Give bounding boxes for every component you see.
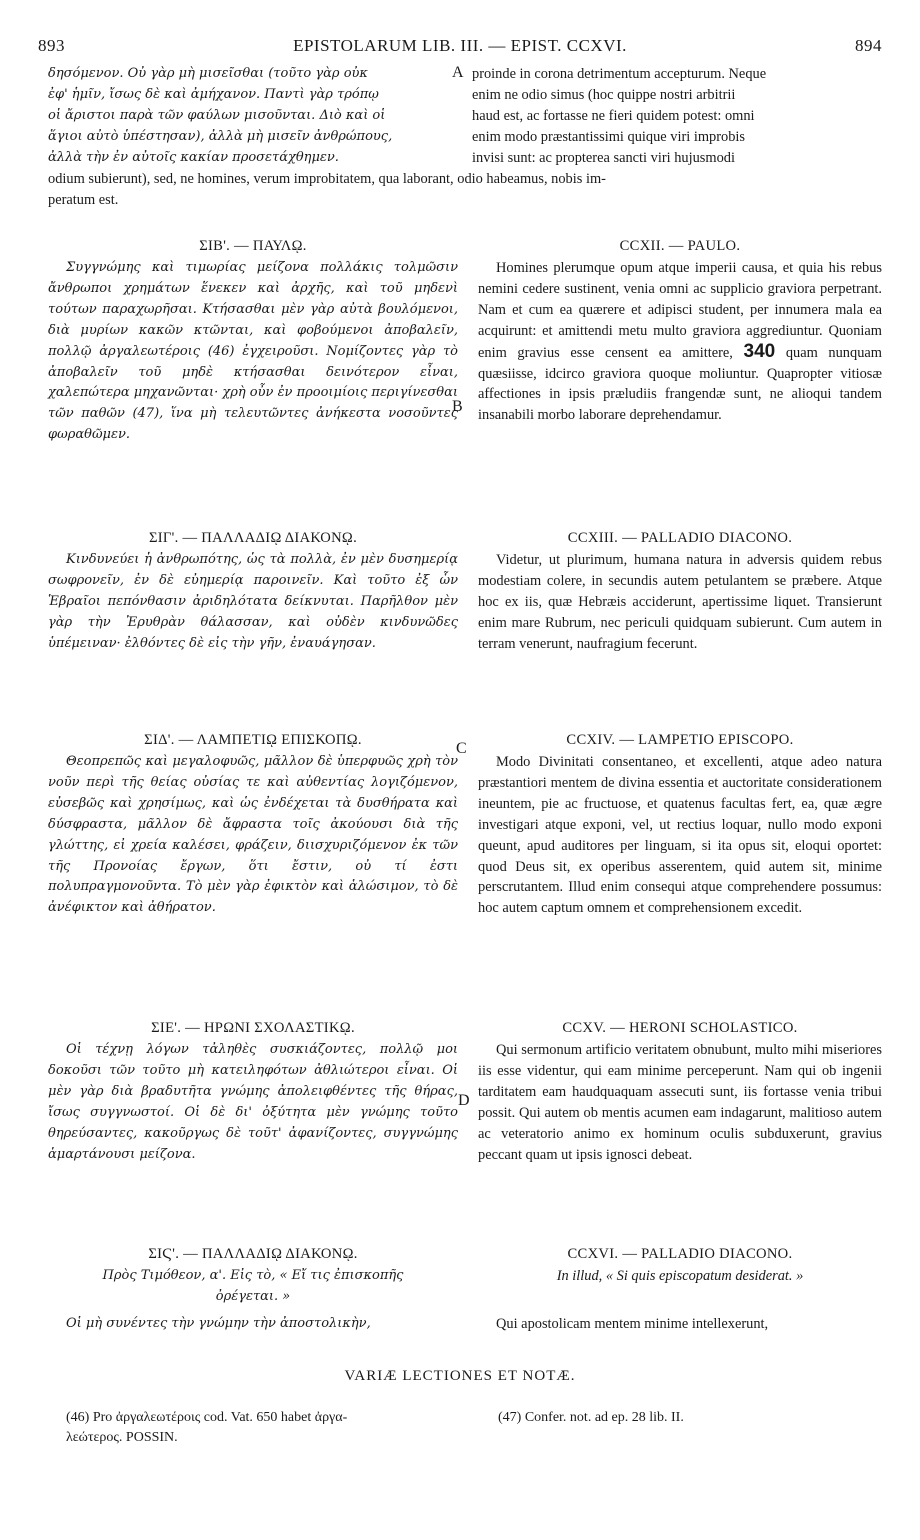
latin-line: haud est, ac fortasse ne fieri quidem potest: omni — [472, 107, 755, 124]
greek-letter-title: ΣΙΓ'. — ΠΑΛΛΑΔΙῼ ΔΙΑΚΟΝῼ. — [148, 530, 358, 546]
greek-letter-213 — [48, 526, 458, 655]
latin-letter-212 — [478, 234, 882, 426]
margin-letter-b: B — [452, 398, 463, 415]
greek-letter-text: Συγγνώμης καὶ τιμωρίας μείζονα πολλάκις τολμῶσιν ἄνθρωποι χρημάτων ἕνεκεν καὶ ἀρχῆς, καὶ τοῦ μηδενὶ τούτων παραχωρῆσαι. Κτήσασθαι μὲν γὰρ αὐτὰ βουλόμενοι, διὰ μυρίων κακῶν κτῶνται, καὶ φοβούμενοι ἀποβαλεῖν, πολλῷ ἀργαλεωτέροις (46) ἐγχειροῦσι. Νομίζοντες γὰρ τὸ ἀποβαλεῖν τοῦ μηδὲ κτήσασθαι δεινότερον εἶναι, χαλεπώτερα μηχανῶνται· χρὴ οὖν ἐν προοιμίοις περιγίνεσθαι τῶν παθῶν (47), ἵνα μὴ τελευτῶντες ἀνήκεστα νοσοῦντες φωραθῶμεν. — [48, 260, 458, 443]
latin-letter-title: CCXVI. — PALLADIO DIACONO. — [567, 1246, 793, 1262]
greek-letter-title: ΣΙΕ'. — ΗΡΩΝΙ ΣΧΟΛΑΣΤΙΚῼ. — [151, 1020, 355, 1036]
greek-line: ἀλλὰ τὴν ἐν αὐτοῖς κακίαν προσετάχθημεν. — [48, 149, 339, 165]
greek-letter-214 — [48, 728, 458, 919]
latin-letter-text: Modo Divinitati consentaneo, et excellenti, atque adeo natura præstantiori mentem de divina essentia et auctoritate considerationem ineuntem, pie ac fructuose, et quatenus facultas fert, ea, quæ ægre investigari atque exponi, vel, ut rectius loquar, nullo modo exponi queunt, apud auditores per linguam, si ita opus sit, eloqui oportet: quod Deus sit, ex operibus asserentem, quid autem sit, minime perscrutantem. Illud enim consequi atque comprehendere possumus: hoc autem captum omnem et comprehensionem excedit. — [478, 754, 882, 917]
greek-letter-216 — [48, 1242, 458, 1335]
greek-line: ἅγιοι αὐτὸ ὑπέστησαν), ἀλλὰ μὴ μισεῖν ἀνθρώπους, — [48, 128, 393, 144]
latin-letter-text: Qui apostolicam mentem minime intellexerunt, — [496, 1315, 769, 1332]
greek-letter-subtitle: ὀρέγεται. » — [215, 1288, 291, 1304]
margin-letter-c: C — [456, 740, 467, 757]
greek-letter-212 — [48, 234, 458, 446]
greek-continuation — [48, 64, 458, 169]
latin-letter-title: CCXIII. — PALLADIO DIACONO. — [567, 530, 793, 546]
latin-letter-213 — [478, 526, 882, 655]
latin-text-part: quam nunquam quæsiisse, idcirco graviora quoque moliuntur. Quapropter vitiosæ affectiones in ipsis præludiis frangendæ sunt, ne alioqui tandem insanabili morbo laborare deprehendamur. — [478, 344, 882, 424]
latin-continuation — [472, 64, 882, 169]
latin-line: enim modo præstantissimi quique viri improbis — [472, 128, 746, 145]
latin-letter-216 — [478, 1242, 882, 1335]
footnote-47: (47) Confer. not. ad ep. 28 lib. II. — [498, 1410, 684, 1425]
latin-text-part: Homines plerumque opum atque imperii causa, et quia his rebus nemini cedere sustinent, venia omni ac supplicio graviora perpetrant. Nam et cum ea quærere et adipisci student, per innumera mala ea acquirunt: et amittendi metu multo graviora aggrediuntur. Quoniam enim gravius esse censent ea amittere, — [478, 260, 882, 361]
notes-heading: VARIÆ LECTIONES ET NOTÆ. — [344, 1368, 576, 1384]
greek-letter-title: ΣΙϚ'. — ΠΑΛΛΑΔΙῼ ΔΙΑΚΟΝῼ. — [148, 1246, 358, 1262]
latin-line: proinde in corona detrimentum accepturum. Neque — [472, 66, 767, 82]
latin-letter-215 — [478, 1016, 882, 1165]
greek-letter-text: Κινδυνεύει ἡ ἀνθρωπότης, ὡς τὰ πολλὰ, ἐν μὲν δυσημερίᾳ σωφρονεῖν, ἐν δὲ εὐημερίᾳ παροινεῖν. Καὶ τοῦτο ἐξ ὧν Ἑβραῖοι πεπόνθασιν ἀριδηλότατα δείκνυται. Παρῆλθον μὲν γὰρ τὴν Ἐρυθρὰν θάλασσαν, καὶ οὐδὲν κινδυνῶδες ὑπέμειναν· ἐλθόντες δὲ εἰς τὴν γῆν, ἐναυάγησαν. — [48, 552, 458, 651]
margin-letter-d: D — [458, 1092, 470, 1109]
footnote-line: λεώτερος. POSSIN. — [66, 1430, 178, 1445]
running-header — [38, 36, 882, 62]
greek-letter-text: Θεοπρεπῶς καὶ μεγαλοφυῶς, μᾶλλον δὲ ὑπερφυῶς χρὴ τὸν νοῦν περὶ τῆς θείας οὐσίας τε καὶ αὐθεντίας λογιζόμενον, εὐσεβῶς καὶ χρησίμως, καὶ ὡς ἐνδέχεται τὰ δυσθήρατα καὶ δύσφραστα, μᾶλλον δὲ ἄφραστα τοῖς ἀκούουσι διὰ τῆς γλώττης, εἰ χρεία καλέσει, φράζειν, διισχυριζόμενον ἐκ τῶν τῆς Προνοίας ἔργων, ὅτι ἔστιν, οὐ τί ἐστι πολυπραγμονοῦντα. Τὸ μὲν γὰρ ἐφικτὸν καὶ ἁλώσιμον, τὸ δὲ ἀνέφικτον καὶ ἀθήρατον. — [48, 754, 458, 916]
full-width-line: odium subierunt), sed, ne homines, verum improbitatem, qua laborant, odio habeamus, nobis im- — [48, 171, 606, 187]
full-width-line: peratum est. — [48, 192, 119, 208]
running-title: EPISTOLARUM LIB. III. — EPIST. CCXVI. — [293, 36, 627, 55]
greek-letter-text: Οἱ τέχνῃ λόγων τἀληθὲς συσκιάζοντες, πολλῷ μοι δοκοῦσι τῶν τοῦτο μὴ κατειληφότων ἀθλιώτεροι εἶναι. Οἱ μὲν γὰρ διὰ βραδυτῆτα γνώμης ἀπολειφθέντες τῆς θήρας, ἴσως συγγνωστοί. Οἱ δὲ δι' ὀξύτητα μὲν γνώμης τοῦτο θηρεύσαντες, κακοῦργως δὲ τοῦτ' ἀφανίζοντες, συγγνώμης ἁμαρτάνουσι μείζονα. — [48, 1042, 458, 1162]
greek-letter-title: ΣΙΒ'. — ΠΑΥΛῼ. — [199, 238, 307, 254]
latin-letter-title: CCXII. — PAULO. — [619, 238, 741, 254]
latin-letter-214 — [478, 728, 882, 919]
greek-line: ἐφ' ἡμῖν, ἴσως δὲ καὶ ἀμήχανον. Παντὶ γὰρ τρόπῳ — [48, 86, 379, 102]
footnote-line: (46) Pro ἀργαλεωτέροις cod. Vat. 650 habet ἀργα- — [66, 1410, 348, 1425]
margin-letter-a: A — [452, 64, 464, 81]
page-number-right: 894 — [855, 36, 882, 55]
latin-line: invisi sunt: ac propterea sancti viri hujusmodi — [472, 149, 735, 166]
footnote-46 — [66, 1408, 456, 1448]
greek-letter-215 — [48, 1016, 458, 1165]
latin-line: enim ne odio simus (hoc quippe nostri arbitrii — [472, 86, 736, 103]
column-number: 340 — [743, 340, 776, 362]
greek-line: δησόμενον. Οὐ γὰρ μὴ μισεῖσθαι (τοῦτο γὰρ οὐκ — [48, 66, 368, 81]
greek-letter-subtitle: Πρὸς Τιμόθεον, α'. Εἰς τὸ, « Εἴ τις ἐπισκοπῆς — [102, 1268, 404, 1283]
latin-letter-title: CCXIV. — LAMPETIO EPISCOPO. — [566, 732, 794, 748]
page-number-left: 893 — [38, 36, 65, 55]
latin-letter-title: CCXV. — HERONI SCHOLASTICO. — [562, 1020, 798, 1036]
latin-letter-text — [478, 258, 882, 426]
latin-letter-subtitle: In illud, « Si quis episcopatum desiderat. » — [556, 1268, 804, 1284]
latin-letter-text: Qui sermonum artificio veritatem obnubunt, multo mihi miseriores iis esse videntur, qui eam minime perceperunt. Nam qui ob ingenii tarditatem eam haudquaquam assecuti sunt, iis fortasse venia tribui possit. Qui autem ob mentis acumen eam indagarunt, malitioso autem ac veteratorio animo ex hominum oculis subduxerunt, gravius peccant quam ut ipsis ignosci debeat. — [478, 1042, 882, 1163]
latin-letter-text: Videtur, ut plurimum, humana natura in adversis quidem rebus modestiam colere, in secundis autem petulantem se præbere. Atque hoc ex iis, quæ Hebræis acciderunt, apertissime liquet. Transierunt enim mare Rubrum, nec periculi quidquam subierunt. Cum autem in terram venerunt, naufragium fecerunt. — [478, 552, 882, 652]
greek-letter-text: Οἱ μὴ συνέντες τὴν γνώμην τὴν ἀποστολικὴν, — [66, 1315, 371, 1331]
greek-line: οἱ ἄριστοι παρὰ τῶν φαύλων μισοῦνται. Διὸ καὶ οἱ — [48, 107, 386, 123]
greek-letter-title: ΣΙΔ'. — ΛΑΜΠΕΤΙῼ ΕΠΙΣΚΟΠῼ. — [144, 732, 362, 748]
